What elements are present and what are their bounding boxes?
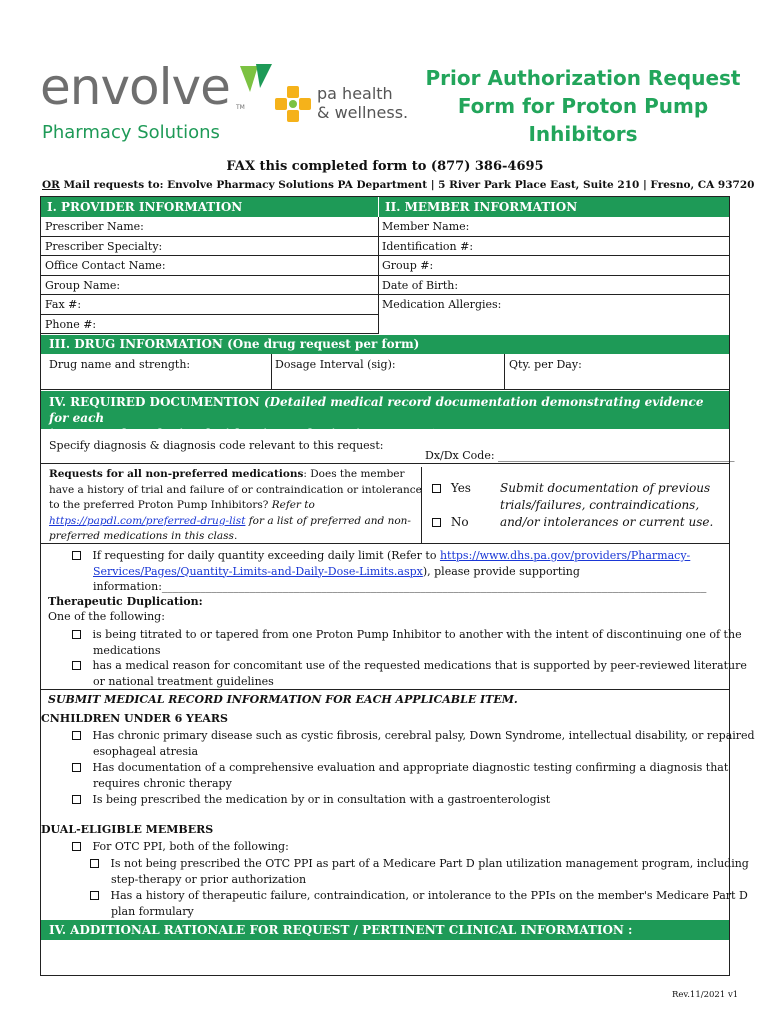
- no-label: No: [450, 515, 469, 529]
- duplication-text-2a: has a medical reason for concomitant use of the requested medications that is supported by peer-reviewed literature: [92, 659, 747, 672]
- yes-option[interactable]: [432, 481, 471, 495]
- form-title-line2: Form for Proton Pump: [457, 94, 709, 118]
- yes-checkbox[interactable]: [432, 484, 441, 493]
- medication-allergies-field[interactable]: [379, 295, 729, 334]
- pa-health-line1: pa health: [317, 84, 393, 103]
- revision-label: Rev.11/2021 v1: [672, 990, 739, 1000]
- no-option[interactable]: [432, 515, 469, 529]
- quantity-limits-link-1[interactable]: https://www.dhs.pa.gov/providers/Pharmacy-: [439, 549, 691, 562]
- qty-per-day-label: Qty. per Day:: [509, 358, 582, 371]
- required-doc-header: [41, 391, 729, 441]
- children-text-1a: Has chronic primary disease such as cystic fibrosis, cerebral palsy, Down Syndrome, intellectual disability, or repaired: [92, 729, 755, 742]
- identification-field[interactable]: [379, 237, 729, 256]
- diagnosis-row: [41, 429, 735, 464]
- group-number-label: Group #:: [382, 259, 434, 272]
- member-section-header: [379, 197, 729, 217]
- required-doc-title: IV. REQUIRED DOCUMENTION: [49, 395, 264, 409]
- group-name-label: Group Name:: [45, 279, 121, 292]
- one-of-following: One of the following:: [48, 610, 165, 623]
- additional-rationale-field[interactable]: [41, 940, 729, 975]
- envolve-tm: TM: [236, 104, 245, 111]
- fax-line: FAX this completed form to (877) 386-4695: [226, 159, 544, 174]
- yes-label: Yes: [450, 481, 471, 495]
- form-title: [420, 64, 746, 148]
- form-title-line3: Inhibitors: [528, 122, 638, 146]
- mail-line: [42, 179, 754, 191]
- drug-name-label: Drug name and strength:: [49, 358, 191, 371]
- dual-subitem-1: [90, 856, 749, 887]
- additional-rationale-header: [41, 920, 729, 940]
- dosage-interval-label: Dosage Interval (sig):: [275, 358, 396, 371]
- duplication-text-2b: or national treatment guidelines: [93, 674, 274, 688]
- nonpreferred-after: for a list of preferred and non-: [245, 514, 411, 527]
- provider-fields: [41, 217, 378, 337]
- pa-health-line2: & wellness.: [317, 103, 409, 122]
- nonpreferred-text-1: : Does the member: [303, 468, 405, 480]
- office-contact-field[interactable]: [41, 256, 379, 276]
- duplication-checkbox-1[interactable]: [72, 630, 81, 639]
- children-item-2: [72, 760, 728, 791]
- children-item-1: [72, 728, 755, 759]
- dual-sub-text-2b: plan formulary: [111, 904, 194, 918]
- nonpreferred-bold: Requests for all non-preferred medications: [49, 468, 304, 480]
- no-checkbox[interactable]: [432, 518, 441, 527]
- children-checkbox-2[interactable]: [72, 763, 81, 772]
- prescriber-specialty-field[interactable]: [41, 237, 379, 256]
- required-doc-note-2: item must be submitted with prior authorization request): [49, 427, 438, 441]
- therapeutic-duplication-title: Therapeutic Duplication:: [48, 595, 203, 608]
- drug-name-field[interactable]: [41, 354, 272, 389]
- quantity-limits-link-2[interactable]: Services/Pages/Quantity-Limits-and-Daily-Dose-Limits.aspx: [93, 564, 423, 578]
- mail-or: OR: [42, 179, 60, 191]
- dx-code-field[interactable]: Dx/Dx Code: ___________________________________________: [425, 449, 735, 462]
- children-checkbox-1[interactable]: [72, 731, 81, 740]
- children-text-1b: esophageal atresia: [93, 744, 199, 758]
- submit-note: [500, 480, 713, 531]
- prescriber-name-field[interactable]: [41, 217, 379, 237]
- duplication-text-1a: is being titrated to or tapered from one Proton Pump Inhibitor to another with the intent of discontinuing one of the: [92, 628, 742, 641]
- medication-allergies-label: Medication Allergies:: [382, 298, 502, 311]
- daily-quantity-checkbox[interactable]: [72, 551, 81, 560]
- dosage-interval-field[interactable]: [272, 354, 505, 389]
- dual-sub-text-1a: Is not being prescribed the OTC PPI as part of a Medicare Part D plan utilization management program, including: [110, 857, 749, 870]
- daily-quantity-text-1: If requesting for daily quantity exceeding daily limit (Refer to: [92, 549, 440, 562]
- prescriber-specialty-label: Prescriber Specialty:: [45, 240, 163, 253]
- children-text-2b: requires chronic therapy: [93, 776, 232, 790]
- nonpreferred-text-3: to the preferred Proton Pump Inhibitors?: [49, 499, 269, 511]
- group-number-field[interactable]: [379, 256, 729, 276]
- duplication-item-2: [72, 658, 747, 689]
- supporting-information-field[interactable]: information:___________________________________________________________________________________________________: [93, 580, 707, 593]
- dual-sub-checkbox-1[interactable]: [90, 859, 99, 868]
- children-text-3: Is being prescribed the medication by or in consultation with a gastroenterologist: [92, 793, 551, 806]
- drug-section-title: III. DRUG INFORMATION (One drug request per form): [49, 337, 420, 351]
- date-of-birth-label: Date of Birth:: [382, 279, 459, 292]
- submit-medical-title: SUBMIT MEDICAL RECORD INFORMATION FOR EACH APPLICABLE ITEM.: [48, 693, 518, 706]
- dual-text-1: For OTC PPI, both of the following:: [92, 840, 289, 853]
- dual-sub-text-1b: step-therapy or prior authorization: [111, 872, 307, 886]
- dual-item-1: [72, 839, 289, 855]
- diagnosis-label: Specify diagnosis & diagnosis code relevant to this request:: [49, 439, 384, 452]
- children-text-2a: Has documentation of a comprehensive evaluation and appropriate diagnostic testing confirming a diagnosis that: [92, 761, 729, 774]
- provider-section-title: I. PROVIDER INFORMATION: [47, 200, 243, 214]
- dual-subitem-2: [90, 888, 748, 919]
- prescriber-name-label: Prescriber Name:: [45, 220, 144, 233]
- nonpreferred-block: [41, 463, 729, 544]
- identification-label: Identification #:: [382, 240, 474, 253]
- nonpreferred-question: [41, 467, 422, 543]
- dual-eligible-title: DUAL-ELIGIBLE MEMBERS: [41, 823, 214, 836]
- submit-note-2: trials/failures, contraindications,: [500, 498, 700, 512]
- envolve-check-icon: [236, 62, 276, 96]
- member-name-field[interactable]: [379, 217, 729, 237]
- pa-health-logo: [275, 84, 415, 128]
- envolve-logo: [40, 58, 270, 150]
- member-section-title: II. MEMBER INFORMATION: [385, 200, 578, 214]
- date-of-birth-field[interactable]: [379, 276, 729, 295]
- mail-address: Mail requests to: Envolve Pharmacy Solutions PA Department | 5 River Park Place East, Suite 210 | Fresno, CA 93720: [59, 179, 755, 191]
- daily-quantity-text-2: ), please provide supporting: [422, 564, 580, 578]
- daily-quantity-item: [72, 548, 728, 595]
- pa-health-cross-icon: [275, 86, 311, 122]
- drug-row: [41, 354, 729, 390]
- nonpreferred-text-2: have a history of trial and failure of or contraindication or intolerance: [49, 483, 422, 496]
- member-fields: [379, 217, 729, 337]
- nonpreferred-refer: Refer to: [268, 499, 315, 511]
- preferred-drug-list-link[interactable]: https://papdl.com/preferred-drug-list: [49, 514, 246, 527]
- group-name-field[interactable]: [41, 276, 379, 295]
- section-divider: [41, 689, 729, 690]
- phone-field[interactable]: [41, 315, 379, 334]
- duplication-text-1b: medications: [93, 643, 161, 657]
- office-contact-label: Office Contact Name:: [45, 259, 166, 272]
- fax-field[interactable]: [41, 295, 379, 315]
- submit-note-1: Submit documentation of previous: [500, 481, 711, 495]
- phone-label: Phone #:: [45, 318, 97, 331]
- duplication-checkbox-2[interactable]: [72, 661, 81, 670]
- nonpreferred-after-2: preferred medications in this class.: [49, 530, 238, 542]
- dual-sub-text-2a: Has a history of therapeutic failure, contraindication, or intolerance to the PPIs on the member's Medicare Part D: [110, 889, 748, 902]
- pharmacy-solutions-text: Pharmacy Solutions: [42, 122, 220, 143]
- drug-section-header: [41, 335, 729, 354]
- dual-checkbox-1[interactable]: [72, 842, 81, 851]
- children-title: CNHILDREN UNDER 6 YEARS: [41, 712, 228, 725]
- qty-per-day-field[interactable]: [505, 354, 729, 389]
- children-checkbox-3[interactable]: [72, 795, 81, 804]
- dual-sub-checkbox-2[interactable]: [90, 891, 99, 900]
- duplication-item-1: [72, 627, 742, 658]
- envolve-wordmark: envolve: [40, 58, 230, 116]
- additional-rationale-title: IV. ADDITIONAL RATIONALE FOR REQUEST / PERTINENT CLINICAL INFORMATION :: [49, 923, 633, 937]
- member-name-label: Member Name:: [382, 220, 470, 233]
- required-doc-note-1: (Detailed medical record documentation demonstrating evidence for each: [49, 395, 704, 425]
- form-title-line1: Prior Authorization Request: [425, 66, 741, 90]
- children-item-3: [72, 792, 550, 808]
- fax-label: Fax #:: [45, 298, 82, 311]
- submit-note-3: and/or intolerances or current use.: [500, 515, 714, 529]
- provider-section-header: [41, 197, 378, 217]
